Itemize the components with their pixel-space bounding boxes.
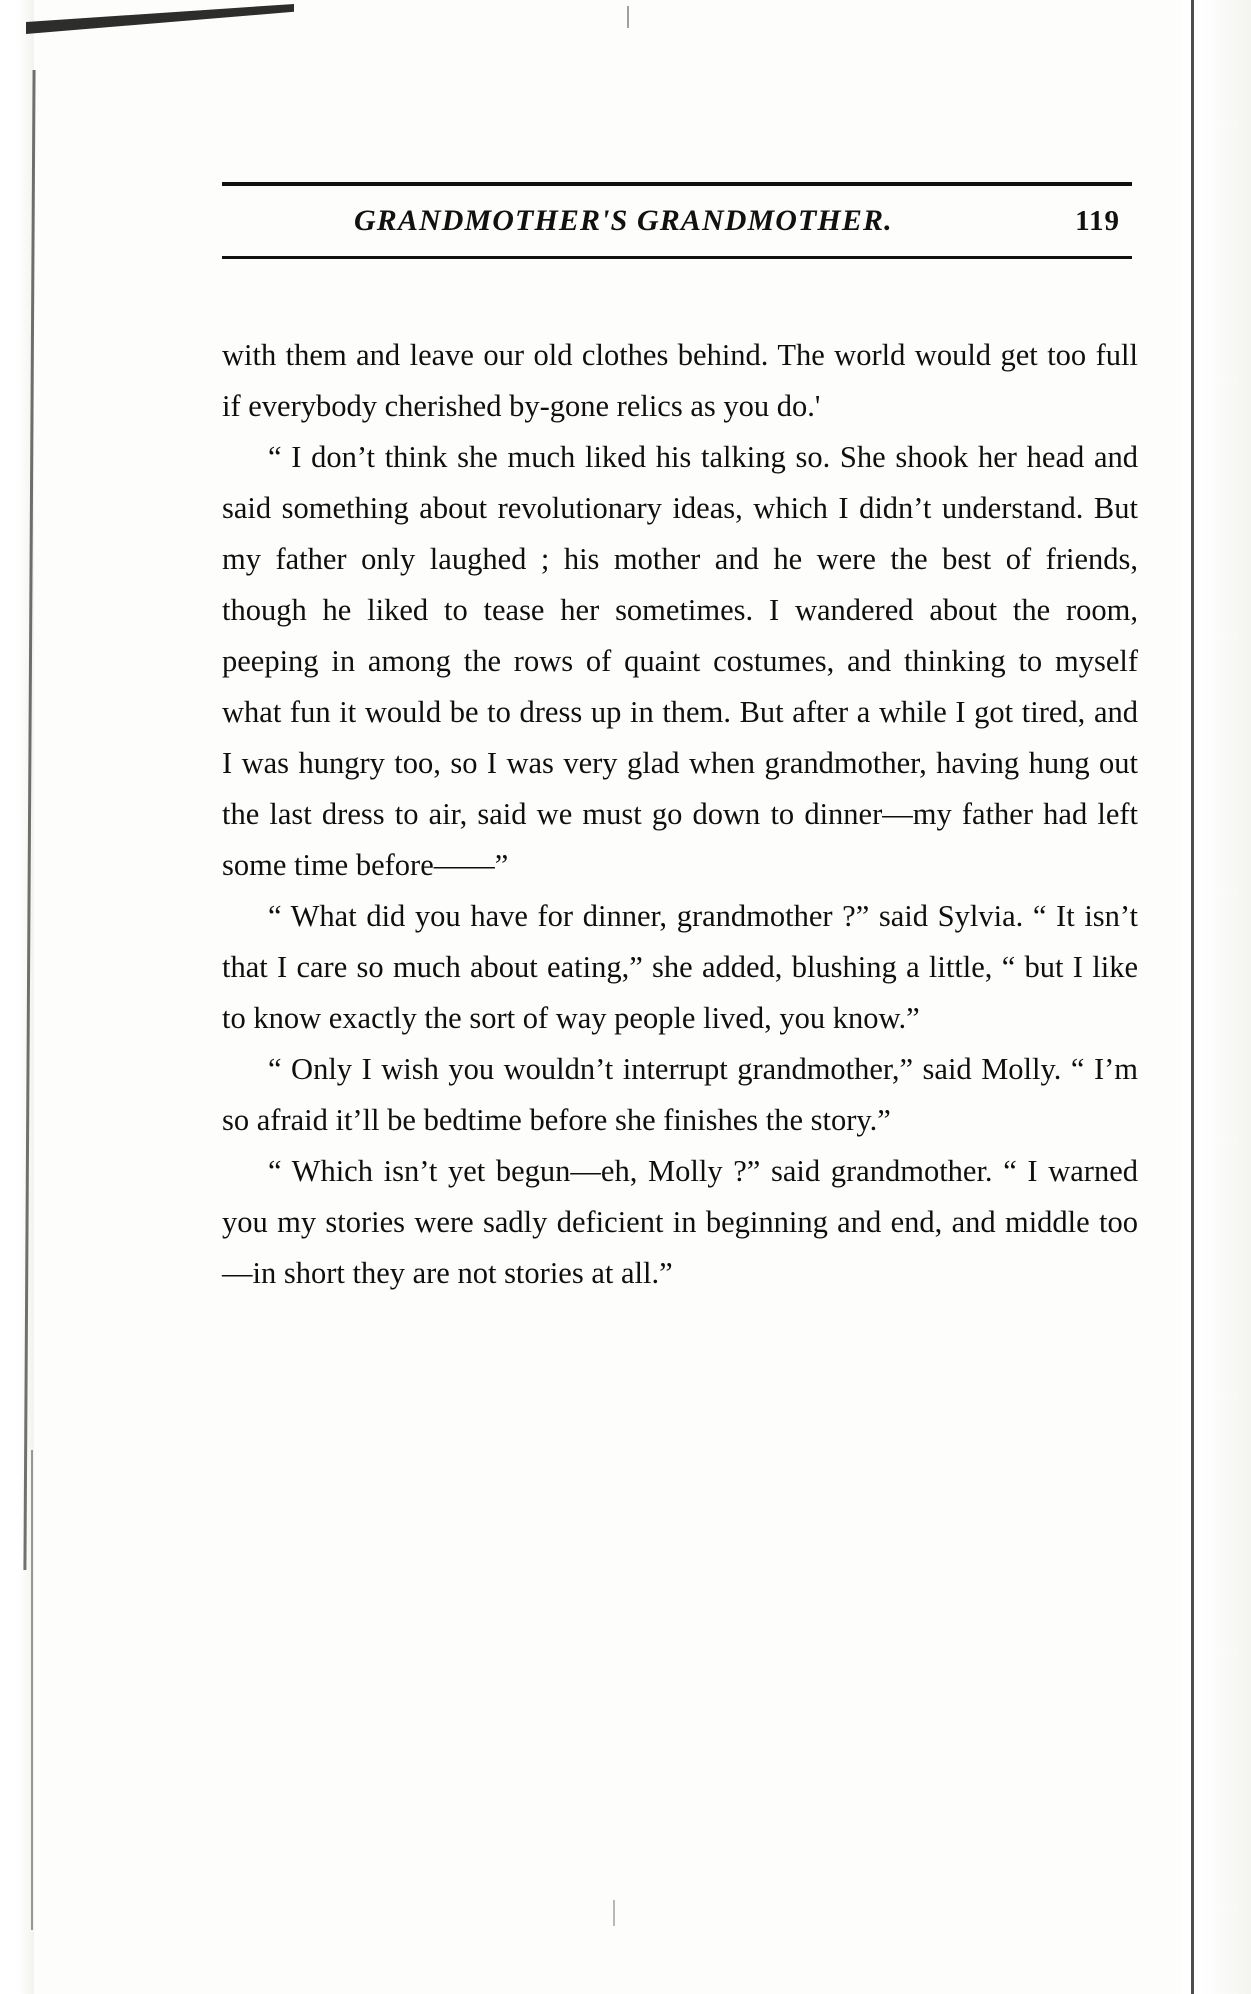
paragraph: “ What did you have for dinner, grandmother ?” said Sylvia. “ It isn’t that I care so much about eating,” she added, blushing a little, “ but I like to know exactly the sort of way people lived, you know.” [222, 899, 1138, 1035]
body-text [222, 330, 1138, 1299]
scan-edge-line-left-lower [31, 1450, 33, 1930]
page-number: 119 [1075, 205, 1120, 237]
bottom-registration-mark [613, 1900, 615, 1926]
header-rule-bottom [222, 256, 1132, 259]
top-registration-mark [627, 6, 629, 28]
paragraph: “ I don’t think she much liked his talking so. She shook her head and said something about revolutionary ideas, which I didn’t understand. But my father only laughed ; his mother and he were the best of friends, though he liked to tease her sometimes. I wandered about the room, peeping in among the rows of quaint costumes, and thinking to myself what fun it would be to dress up in them. But after a while I got tired, and I was hungry too, so I was very glad when grandmother, having hung out the last dress to air, said we must go down to dinner—my father had left some time before——” [222, 440, 1138, 882]
running-head [222, 182, 1132, 259]
scan-corner-shadow [26, 4, 294, 34]
paragraph: “ Which isn’t yet begun—eh, Molly ?” said grandmother. “ I warned you my stories were sadly deficient in beginning and end, and middle too—in short they are not stories at all.” [222, 1154, 1138, 1290]
paragraph: with them and leave our old clothes behind. The world would get too full if everybody cherished by-gone relics as you do.' [222, 338, 1138, 423]
paragraph: “ Only I wish you wouldn’t interrupt grandmother,” said Molly. “ I’m so afraid it’ll be bedtime before she finishes the story.” [222, 1052, 1138, 1137]
header-row [222, 186, 1132, 250]
scan-edge-line-right [1191, 0, 1194, 1994]
running-title: GRANDMOTHER'S GRANDMOTHER. [354, 204, 893, 237]
